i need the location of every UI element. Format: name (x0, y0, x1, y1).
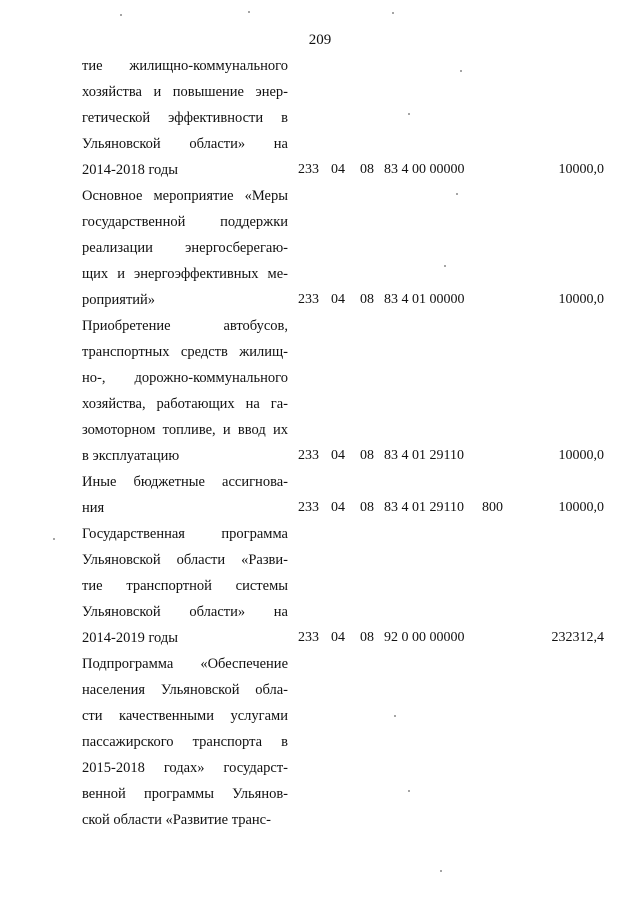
code-subsection: 08 (360, 292, 374, 307)
row-text-line: 2014-2019 годы (82, 630, 178, 646)
code-subsection: 08 (360, 448, 374, 463)
row-text-line: пассажирского транспорта в (82, 734, 288, 750)
row-text-line: щих и энергоэффективных ме- (82, 266, 288, 282)
row-text-line: но-, дорожно-коммунального (82, 370, 288, 386)
code-section: 04 (331, 630, 345, 645)
amount-value: 10000,0 (558, 500, 604, 515)
row-text-line: реализации энергосберегаю- (82, 240, 288, 256)
row-text-line: Государственная программа (82, 526, 288, 542)
row-text-line: ния (82, 500, 105, 516)
code-target-article: 83 4 01 00000 (384, 292, 465, 307)
page-number: 209 (308, 32, 332, 48)
row-text-line: ской области «Развитие транс- (82, 812, 271, 828)
code-ministry: 233 (298, 292, 319, 307)
row-text-line: населения Ульяновской обла- (82, 682, 288, 698)
code-section: 04 (331, 448, 345, 463)
amount-value: 10000,0 (558, 162, 604, 177)
amount-value: 232312,4 (551, 630, 604, 645)
row-text-line: тие жилищно-коммунального (82, 58, 288, 74)
row-text-line: хозяйства и повышение энер- (82, 84, 288, 100)
code-section: 04 (331, 500, 345, 515)
amount-value: 10000,0 (558, 448, 604, 463)
row-text-line: Ульяновской области» на (82, 136, 288, 152)
code-subsection: 08 (360, 162, 374, 177)
row-text-line: Подпрограмма «Обеспечение (82, 656, 288, 672)
row-text-line: роприятий» (82, 292, 156, 308)
amount-value: 10000,0 (558, 292, 604, 307)
code-subsection: 08 (360, 500, 374, 515)
row-text-line: зомоторном топливе, и ввод их (82, 422, 288, 438)
code-expense-type: 800 (482, 500, 503, 515)
code-ministry: 233 (298, 500, 319, 515)
row-text-line: хозяйства, работающих на га- (82, 396, 288, 412)
code-ministry: 233 (298, 448, 319, 463)
code-section: 04 (331, 292, 345, 307)
code-subsection: 08 (360, 630, 374, 645)
row-text-line: Ульяновской области «Разви- (82, 552, 288, 568)
code-target-article: 83 4 01 29110 (384, 448, 464, 463)
code-section: 04 (331, 162, 345, 177)
row-text-line: транспортных средств жилищ- (82, 344, 288, 360)
row-text-line: тие транспортной системы (82, 578, 288, 594)
row-text-line: Ульяновской области» на (82, 604, 288, 620)
row-text-line: Иные бюджетные ассигнова- (82, 474, 288, 490)
row-text-line: сти качественными услугами (82, 708, 288, 724)
code-ministry: 233 (298, 630, 319, 645)
row-text-line: 2014-2018 годы (82, 162, 178, 178)
row-text-line: Основное мероприятие «Меры (82, 188, 288, 204)
code-target-article: 92 0 00 00000 (384, 630, 465, 645)
row-text-line: 2015-2018 годах» государст- (82, 760, 288, 776)
code-target-article: 83 4 01 29110 (384, 500, 464, 515)
code-target-article: 83 4 00 00000 (384, 162, 465, 177)
row-text-line: венной программы Ульянов- (82, 786, 288, 802)
row-text-line: государственной поддержки (82, 214, 288, 230)
row-text-line: в эксплуатацию (82, 448, 180, 464)
row-text-line: гетической эффективности в (82, 110, 288, 126)
row-text-line: Приобретение автобусов, (82, 318, 288, 334)
code-ministry: 233 (298, 162, 319, 177)
